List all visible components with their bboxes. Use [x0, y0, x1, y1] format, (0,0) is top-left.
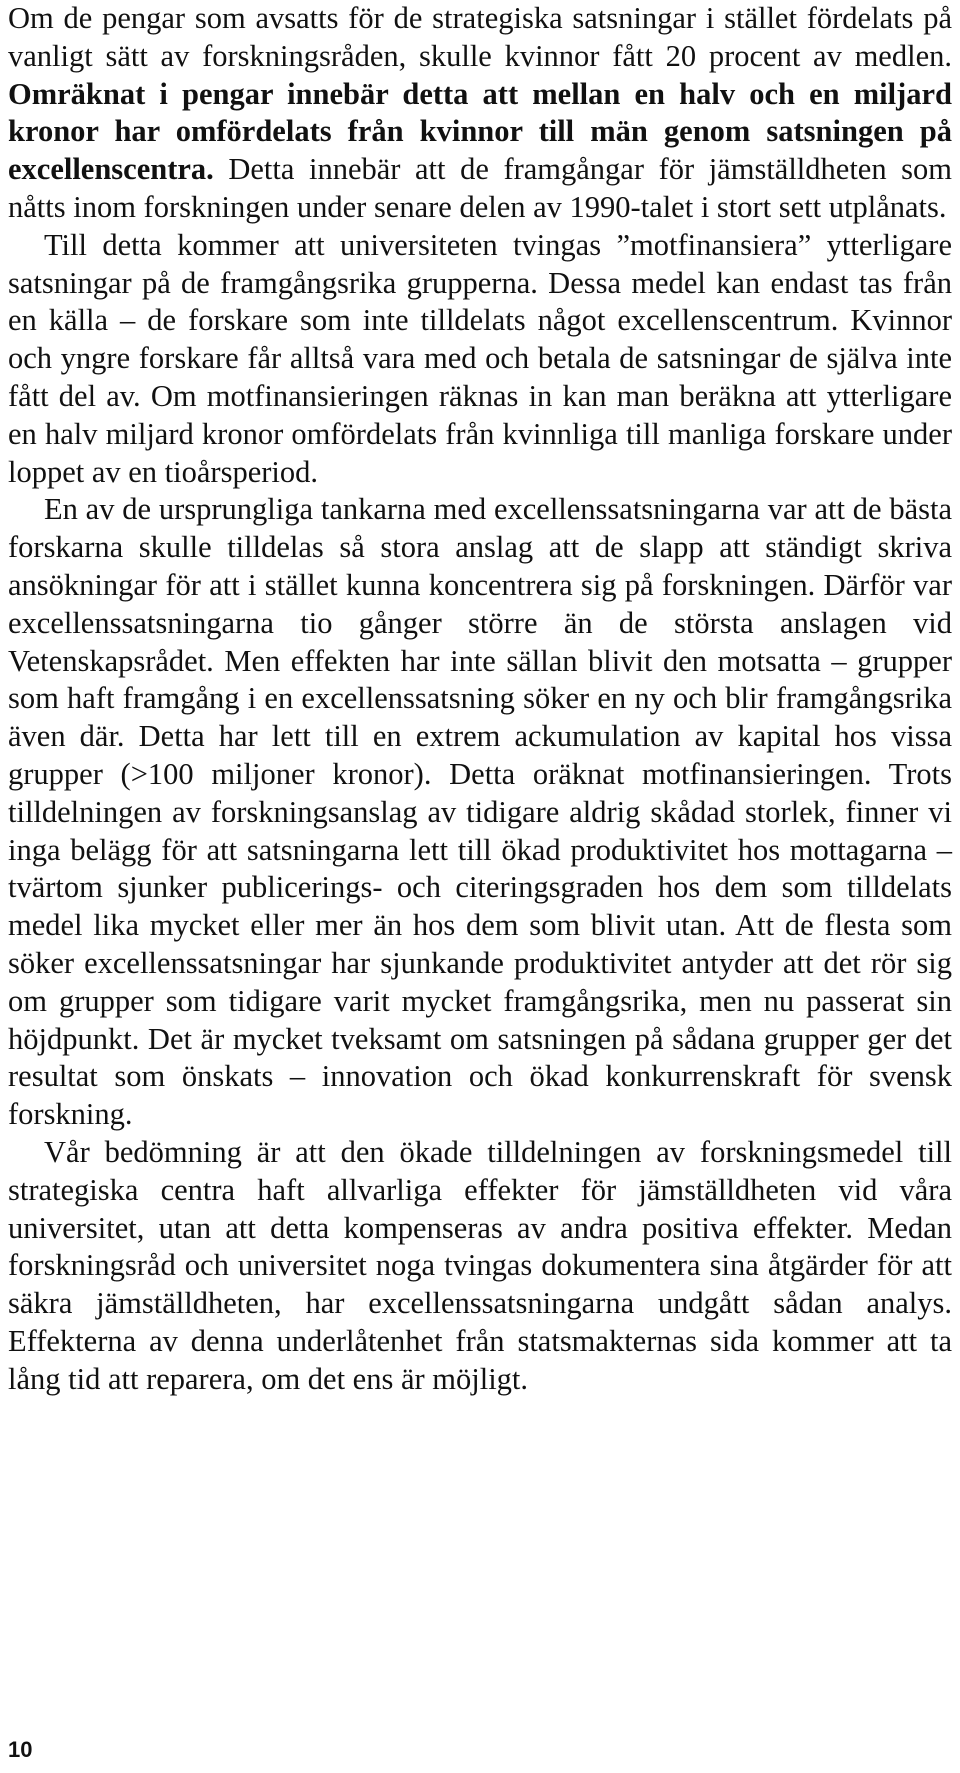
paragraph-3-text: En av de ursprungliga tankarna med excellenssatsningarna var att de bästa forskarna skulle tilldelas så stora anslag att de slapp att ständigt skriva ansökningar för att i stället kunna koncentrera sig på forskningen. Därför var excellenssatsningarna tio gånger större än de största anslagen vid Vetenskapsrådet. Men effekten har inte sällan blivit den motsatta – grupper som haft framgång i en excellenssatsning söker en ny och blir framgångsrika även där. Detta har lett till en extrem ackumulation av kapital hos vissa grupper (>100 miljoner kronor). Detta oräknat motfinansieringen. Trots tilldelningen av forskningsanslag av tidigare aldrig skådad storlek, finner vi inga belägg för att satsningarna lett till ökad produktivitet hos mottagarna – tvärtom sjunker publicerings- och citeringsgraden hos dem som tilldelats medel lika mycket eller mer än hos dem som blivit utan. Att de flesta som söker excellenssatsningar har sjunkande produktivitet antyder att det rör sig om grupper som tidigare varit mycket framgångsrika, men nu passerat sin höjdpunkt. Det är mycket tveksamt om satsningen på sådana grupper ger det resultat som önskats – innovation och ökad konkurrenskraft för svensk forskning. [8, 492, 952, 1132]
page-number: 10 [8, 1737, 33, 1762]
paragraph-1-text-b: Detta innebär att de framgångar för jämställdheten som nåtts inom forskningen under senare delen av 1990-talet i stort sett utplånats. [8, 152, 952, 224]
paragraph-3 [8, 491, 952, 1134]
paragraph-4 [8, 1134, 952, 1399]
paragraph-1 [8, 0, 952, 227]
paragraph-4-text: Vår bedömning är att den ökade tilldelningen av forskningsmedel till strategiska centra haft allvarliga effekter för jämställdheten vid våra universitet, utan att detta kompenseras av andra positiva effekter. Medan forskningsråd och universitet noga tvingas dokumentera sina åtgärder för att säkra jämställdheten, har excellenssatsningarna undgått sådan analys. Effekterna av denna underlåtenhet från statsmakternas sida kommer att ta lång tid att reparera, om det ens är möjligt. [8, 1134, 952, 1396]
paragraph-1-bold-text: Omräknat i pengar innebär detta att mellan en halv och en miljard kronor har omfördelats från kvinnor till män genom satsningen på excellenscentra. [8, 76, 952, 187]
paragraph-2 [8, 227, 952, 492]
paragraph-1-text-a: Om de pengar som avsatts för de strategiska satsningar i stället fördelats på vanligt sätt av forskningsråden, skulle kvinnor fått 20 procent av medlen. [8, 1, 952, 73]
body-text [8, 0, 952, 1398]
paragraph-2-text: Till detta kommer att universiteten tvingas ”motfinansiera” ytterligare satsningar på de framgångsrika grupperna. Dessa medel kan endast tas från en källa – de forskare som inte tilldelats något excellenscentrum. Kvinnor och yngre forskare får alltså vara med och betala de satsningar de själva inte fått del av. Om motfinansieringen räknas in kan man beräkna att ytterligare en halv miljard kronor omfördelats från kvinnliga till manliga forskare under loppet av en tioårsperiod. [8, 227, 952, 489]
